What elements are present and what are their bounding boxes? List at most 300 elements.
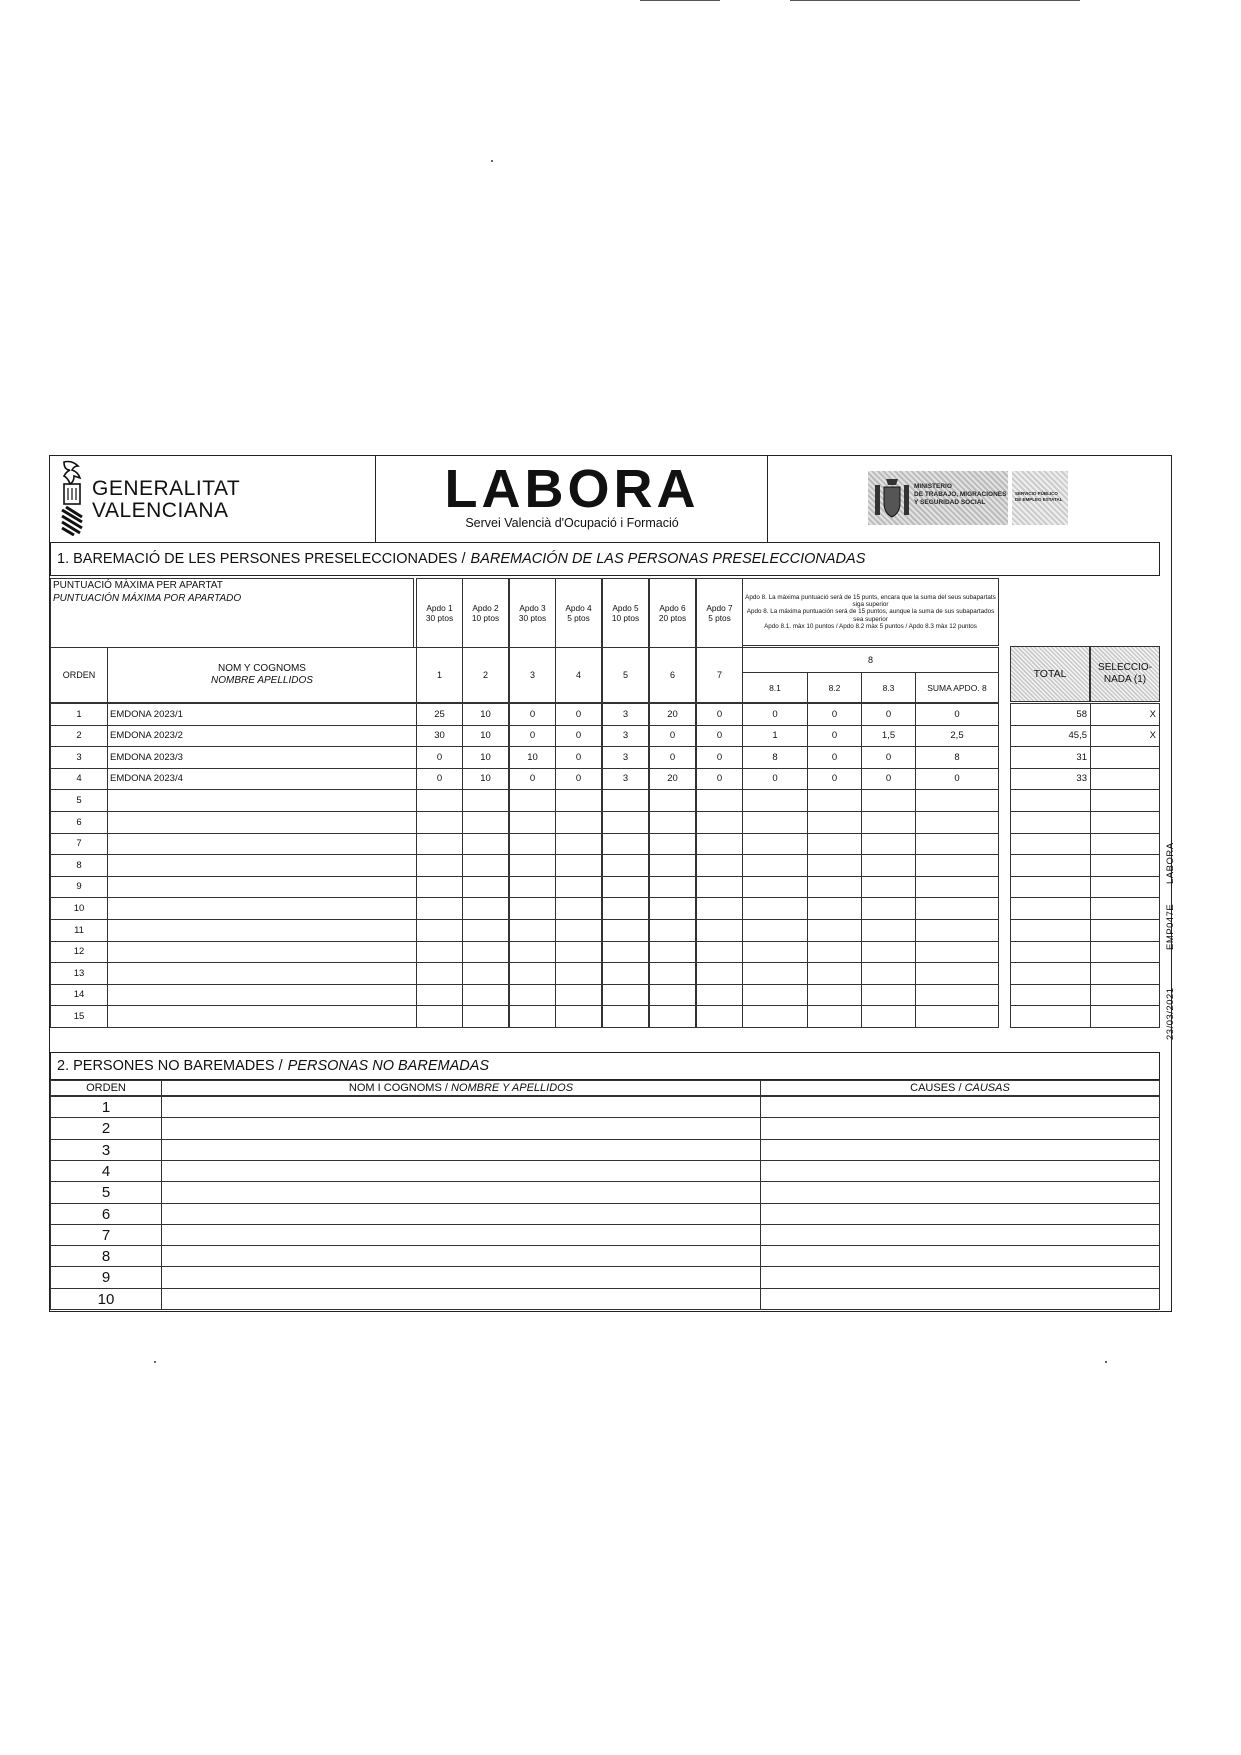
row-apdo7[interactable]	[696, 854, 743, 877]
t2-row-orden: 10	[50, 1288, 162, 1310]
row-apdo1[interactable]: 25	[416, 703, 463, 726]
t2-row-name[interactable]	[161, 1117, 761, 1140]
row-apdo2[interactable]: 10	[462, 703, 509, 726]
row-apdo4[interactable]: 0	[555, 768, 602, 790]
row-apdo3[interactable]	[509, 811, 556, 834]
side-org: LABORA	[1165, 842, 1176, 884]
row-apdo6[interactable]	[649, 854, 696, 877]
row-apdo2[interactable]: 10	[462, 725, 509, 747]
row-name[interactable]	[107, 789, 417, 812]
row-apdo8-sub4[interactable]	[915, 984, 999, 1006]
row-apdo2[interactable]	[462, 789, 509, 812]
t2-header-causes	[760, 1080, 1160, 1096]
row-total[interactable]: 58	[1010, 703, 1091, 726]
row-apdo4[interactable]	[555, 962, 602, 985]
row-apdo8-sub1[interactable]	[742, 962, 808, 985]
row-name[interactable]	[107, 897, 417, 920]
apdo4-max-points: Apdo 4 5 ptos	[555, 578, 602, 648]
row-apdo5[interactable]: 3	[602, 725, 649, 747]
row-apdo5[interactable]	[602, 962, 649, 985]
apdo3-max-points: Apdo 3 30 ptos	[509, 578, 556, 648]
row-apdo5[interactable]: 3	[602, 768, 649, 790]
t2-row-orden: 9	[50, 1266, 162, 1289]
t2-header-orden-label: ORDEN	[86, 1082, 126, 1094]
t2-row-causes[interactable]	[760, 1117, 1160, 1140]
row-apdo5[interactable]: 3	[602, 703, 649, 726]
row-apdo4[interactable]: 0	[555, 703, 602, 726]
row-apdo1[interactable]	[416, 833, 463, 855]
row-apdo8-sub3[interactable]: 0	[861, 746, 916, 769]
row-orden: 1	[50, 703, 108, 726]
generalitat-line1: GENERALITAT	[92, 477, 241, 500]
row-apdo6[interactable]	[649, 876, 696, 898]
row-apdo1[interactable]: 30	[416, 725, 463, 747]
max-points-label	[50, 578, 414, 648]
generalitat-line2: VALENCIANA	[92, 499, 229, 522]
row-apdo1[interactable]	[416, 811, 463, 834]
row-apdo8-sub1[interactable]	[742, 919, 808, 942]
row-apdo8-sub3[interactable]	[861, 811, 916, 834]
generalitat-logo-cell	[50, 456, 376, 542]
row-total[interactable]	[1010, 919, 1091, 942]
row-apdo8-sub1[interactable]	[742, 811, 808, 834]
row-apdo4[interactable]	[555, 1005, 602, 1028]
row-apdo1[interactable]	[416, 1005, 463, 1028]
row-apdo1[interactable]	[416, 876, 463, 898]
row-apdo4[interactable]	[555, 897, 602, 920]
t2-row-name[interactable]	[161, 1245, 761, 1267]
sepe-line1: SERVICIO PÚBLICO	[1015, 491, 1058, 496]
row-apdo6[interactable]	[649, 833, 696, 855]
t2-row-causes[interactable]	[760, 1245, 1160, 1267]
row-name[interactable]: EMDONA 2023/1	[107, 703, 417, 726]
apdo5-max-points: Apdo 5 10 ptos	[602, 578, 649, 648]
row-apdo6[interactable]: 20	[649, 703, 696, 726]
col-apdo7-header: 7	[696, 647, 743, 703]
col-orden-header: ORDEN	[50, 647, 108, 703]
row-apdo5[interactable]	[602, 876, 649, 898]
row-apdo8-sub2[interactable]	[807, 1005, 862, 1028]
row-apdo8-sub4[interactable]	[915, 833, 999, 855]
form-header	[50, 456, 1171, 542]
row-apdo8-sub2[interactable]	[807, 811, 862, 834]
row-apdo8-sub3[interactable]	[861, 876, 916, 898]
row-apdo3[interactable]: 10	[509, 746, 556, 769]
row-apdo1[interactable]	[416, 789, 463, 812]
side-date: 23/03/2021	[1165, 987, 1176, 1040]
col-apdo4-header: 4	[555, 647, 602, 703]
labora-logo-subtitle: Servei Valencià d'Ocupació i Formació	[465, 516, 679, 530]
row-apdo4[interactable]	[555, 854, 602, 877]
row-apdo8-sub2[interactable]	[807, 962, 862, 985]
row-apdo2[interactable]: 10	[462, 746, 509, 769]
row-apdo8-sub3[interactable]	[861, 897, 916, 920]
row-apdo4[interactable]: 0	[555, 725, 602, 747]
row-apdo8-sub3[interactable]: 0	[861, 768, 916, 790]
row-apdo8-sub1[interactable]: 0	[742, 768, 808, 790]
row-apdo2[interactable]	[462, 876, 509, 898]
row-orden: 3	[50, 746, 108, 769]
row-apdo8-sub4[interactable]	[915, 919, 999, 942]
row-total[interactable]	[1010, 1005, 1091, 1028]
row-apdo1[interactable]	[416, 962, 463, 985]
row-selected[interactable]	[1090, 962, 1160, 985]
row-apdo8-sub3[interactable]	[861, 833, 916, 855]
generalitat-name	[92, 478, 240, 522]
row-apdo2[interactable]	[462, 941, 509, 963]
row-apdo8-sub3[interactable]	[861, 1005, 916, 1028]
t2-row-name[interactable]	[161, 1160, 761, 1182]
row-apdo7[interactable]	[696, 897, 743, 920]
row-selected[interactable]	[1090, 1005, 1160, 1028]
col-name-header	[107, 647, 417, 703]
row-apdo6[interactable]: 20	[649, 768, 696, 790]
section2-title	[50, 1052, 1160, 1080]
row-name[interactable]	[107, 919, 417, 942]
apdo1-max-points: Apdo 1 30 ptos	[416, 578, 463, 648]
row-name[interactable]: EMDONA 2023/4	[107, 768, 417, 790]
ministry-logo	[868, 471, 1008, 525]
row-selected[interactable]	[1090, 984, 1160, 1006]
row-selected[interactable]	[1090, 768, 1160, 790]
row-apdo8-sub3[interactable]	[861, 789, 916, 812]
t2-row-causes[interactable]	[760, 1160, 1160, 1182]
row-apdo8-sub1[interactable]	[742, 1005, 808, 1028]
row-apdo1[interactable]: 0	[416, 746, 463, 769]
row-apdo8-sub3[interactable]: 0	[861, 703, 916, 726]
row-apdo6[interactable]: 0	[649, 725, 696, 747]
row-apdo5[interactable]	[602, 897, 649, 920]
row-apdo3[interactable]	[509, 941, 556, 963]
row-apdo7[interactable]	[696, 941, 743, 963]
row-apdo4[interactable]	[555, 833, 602, 855]
row-apdo8-sub1[interactable]	[742, 984, 808, 1006]
scan-speck	[1105, 1361, 1107, 1363]
col-apdo8-sub2-header: 8.2	[807, 672, 862, 703]
row-name[interactable]: EMDONA 2023/3	[107, 746, 417, 769]
t2-row-name[interactable]	[161, 1181, 761, 1204]
col-name-header-es: NOMBRE APELLIDOS	[211, 675, 313, 686]
t2-row-name[interactable]	[161, 1096, 761, 1118]
row-apdo6[interactable]	[649, 941, 696, 963]
row-apdo1[interactable]	[416, 854, 463, 877]
t2-header-causes-es: CAUSAS	[964, 1082, 1010, 1094]
row-apdo3[interactable]	[509, 854, 556, 877]
t2-row-name[interactable]	[161, 1288, 761, 1310]
row-selected[interactable]	[1090, 876, 1160, 898]
row-apdo3[interactable]	[509, 984, 556, 1006]
row-apdo8-sub2[interactable]: 0	[807, 703, 862, 726]
row-total[interactable]: 31	[1010, 746, 1091, 769]
t2-header-name-va: NOM I COGNOMS /	[348, 1082, 448, 1094]
row-selected[interactable]	[1090, 833, 1160, 855]
row-apdo8-sub4[interactable]	[915, 941, 999, 963]
row-apdo8-sub1[interactable]: 8	[742, 746, 808, 769]
row-apdo3[interactable]	[509, 789, 556, 812]
apdo2-max-points: Apdo 2 10 ptos	[462, 578, 509, 648]
row-apdo8-sub4[interactable]: 8	[915, 746, 999, 769]
row-apdo6[interactable]	[649, 897, 696, 920]
ministry-line3: Y SEGURIDAD SOCIAL	[914, 499, 986, 506]
row-total[interactable]	[1010, 941, 1091, 963]
t2-row-orden: 4	[50, 1160, 162, 1182]
row-apdo8-sub4[interactable]	[915, 897, 999, 920]
row-apdo8-sub4[interactable]: 0	[915, 703, 999, 726]
row-apdo8-sub2[interactable]: 0	[807, 725, 862, 747]
row-apdo7[interactable]: 0	[696, 746, 743, 769]
row-apdo7[interactable]	[696, 1005, 743, 1028]
row-apdo8-sub4[interactable]	[915, 1005, 999, 1028]
col-apdo2-header: 2	[462, 647, 509, 703]
row-apdo2[interactable]	[462, 897, 509, 920]
row-apdo8-sub2[interactable]	[807, 833, 862, 855]
row-total[interactable]	[1010, 789, 1091, 812]
row-apdo7[interactable]	[696, 962, 743, 985]
row-orden: 8	[50, 854, 108, 877]
row-apdo8-sub1[interactable]	[742, 854, 808, 877]
row-selected[interactable]	[1090, 854, 1160, 877]
row-name[interactable]	[107, 962, 417, 985]
row-apdo7[interactable]: 0	[696, 725, 743, 747]
row-apdo8-sub1[interactable]	[742, 833, 808, 855]
row-apdo3[interactable]	[509, 897, 556, 920]
row-selected[interactable]: X	[1090, 725, 1160, 747]
section2-title-es: PERSONAS NO BAREMADAS	[287, 1058, 490, 1074]
row-name[interactable]	[107, 854, 417, 877]
t2-row-name[interactable]	[161, 1266, 761, 1289]
row-apdo8-sub2[interactable]	[807, 854, 862, 877]
section1-title-va: 1. BAREMACIÓ DE LES PERSONES PRESELECCIONADES /	[57, 551, 466, 567]
row-apdo3[interactable]	[509, 833, 556, 855]
row-apdo5[interactable]	[602, 941, 649, 963]
row-total[interactable]	[1010, 833, 1091, 855]
scan-speck	[491, 160, 493, 162]
labora-logo-title: LABORA	[444, 459, 700, 519]
row-name[interactable]	[107, 876, 417, 898]
row-apdo2[interactable]	[462, 984, 509, 1006]
apdo6-max-points: Apdo 6 20 ptos	[649, 578, 696, 648]
t2-row-causes[interactable]	[760, 1139, 1160, 1161]
row-apdo7[interactable]	[696, 811, 743, 834]
row-apdo2[interactable]	[462, 833, 509, 855]
row-name[interactable]	[107, 1005, 417, 1028]
row-apdo1[interactable]	[416, 941, 463, 963]
row-apdo8-sub4[interactable]	[915, 789, 999, 812]
col-apdo8-sub1-header: 8.1	[742, 672, 808, 703]
side-margin-text	[1165, 830, 1189, 1040]
row-apdo6[interactable]: 0	[649, 746, 696, 769]
row-apdo7[interactable]	[696, 984, 743, 1006]
row-apdo8-sub3[interactable]	[861, 919, 916, 942]
t2-row-causes[interactable]	[760, 1203, 1160, 1225]
row-apdo8-sub1[interactable]	[742, 941, 808, 963]
row-apdo2[interactable]	[462, 1005, 509, 1028]
row-apdo2[interactable]	[462, 854, 509, 877]
row-apdo5[interactable]	[602, 854, 649, 877]
row-apdo5[interactable]	[602, 833, 649, 855]
max-points-label-es: PUNTUACIÓN MÁXIMA POR APARTADO	[53, 593, 242, 604]
section1-title	[50, 542, 1160, 576]
row-apdo8-sub3[interactable]: 1,5	[861, 725, 916, 747]
row-selected[interactable]: X	[1090, 703, 1160, 726]
row-apdo4[interactable]	[555, 789, 602, 812]
row-apdo2[interactable]: 10	[462, 768, 509, 790]
row-apdo5[interactable]	[602, 789, 649, 812]
row-apdo7[interactable]: 0	[696, 703, 743, 726]
row-orden: 9	[50, 876, 108, 898]
row-apdo8-sub2[interactable]	[807, 984, 862, 1006]
col-selected-header: SELECCIO- NADA (1)	[1090, 646, 1160, 702]
row-total[interactable]	[1010, 897, 1091, 920]
col-apdo8-header: 8	[742, 647, 999, 673]
row-name[interactable]	[107, 984, 417, 1006]
row-apdo2[interactable]	[462, 919, 509, 942]
row-orden: 2	[50, 725, 108, 747]
row-apdo3[interactable]	[509, 876, 556, 898]
t2-row-causes[interactable]	[760, 1224, 1160, 1246]
row-total[interactable]	[1010, 876, 1091, 898]
col-apdo1-header: 1	[416, 647, 463, 703]
row-orden: 5	[50, 789, 108, 812]
col-apdo6-header: 6	[649, 647, 696, 703]
row-apdo8-sub1[interactable]: 1	[742, 725, 808, 747]
apdo8-max-note: Apdo 8. La màxima puntuació serà de 15 punts, encara que la suma del seus subapartats siga superior Apdo 8. La máxima puntuación será de 15 puntos, aunque la suma de sus subapartados sea superior Apdo 8.1. màx 10 puntos / Apdo 8.2 màx 5 puntos / Apdo 8.3 màx 12 puntos	[742, 578, 999, 646]
row-apdo5[interactable]	[602, 919, 649, 942]
row-apdo8-sub1[interactable]	[742, 876, 808, 898]
row-total[interactable]	[1010, 811, 1091, 834]
row-apdo4[interactable]	[555, 941, 602, 963]
row-apdo8-sub3[interactable]	[861, 854, 916, 877]
row-apdo8-sub4[interactable]	[915, 876, 999, 898]
row-apdo3[interactable]	[509, 919, 556, 942]
row-apdo1[interactable]: 0	[416, 768, 463, 790]
row-apdo6[interactable]	[649, 1005, 696, 1028]
row-total[interactable]	[1010, 962, 1091, 985]
row-apdo8-sub2[interactable]	[807, 876, 862, 898]
row-apdo8-sub1[interactable]	[742, 789, 808, 812]
col-apdo5-header: 5	[602, 647, 649, 703]
row-apdo5[interactable]	[602, 984, 649, 1006]
row-apdo5[interactable]	[602, 811, 649, 834]
row-apdo1[interactable]	[416, 897, 463, 920]
row-apdo6[interactable]	[649, 919, 696, 942]
row-name[interactable]	[107, 833, 417, 855]
section2-title-va: 2. PERSONES NO BAREMADES /	[57, 1058, 283, 1074]
labora-logo-cell	[376, 456, 768, 542]
row-apdo8-sub3[interactable]	[861, 984, 916, 1006]
t2-row-causes[interactable]	[760, 1096, 1160, 1118]
row-apdo3[interactable]	[509, 962, 556, 985]
row-apdo3[interactable]: 0	[509, 768, 556, 790]
t2-header-causes-va: CAUSES /	[910, 1082, 962, 1094]
t2-row-name[interactable]	[161, 1139, 761, 1161]
row-apdo6[interactable]	[649, 962, 696, 985]
t2-row-orden: 3	[50, 1139, 162, 1161]
sepe-name	[1015, 491, 1063, 503]
t2-row-orden: 6	[50, 1203, 162, 1225]
row-apdo1[interactable]	[416, 919, 463, 942]
scan-edge-mark	[640, 0, 720, 1]
t2-row-causes[interactable]	[760, 1288, 1160, 1310]
row-apdo8-sub4[interactable]	[915, 854, 999, 877]
row-apdo8-sub3[interactable]	[861, 962, 916, 985]
row-apdo8-sub4[interactable]	[915, 962, 999, 985]
t2-header-name-es: NOMBRE Y APELLIDOS	[450, 1082, 574, 1094]
row-selected[interactable]	[1090, 811, 1160, 834]
row-apdo8-sub4[interactable]: 2,5	[915, 725, 999, 747]
row-apdo6[interactable]	[649, 811, 696, 834]
row-apdo8-sub2[interactable]: 0	[807, 746, 862, 769]
row-apdo8-sub4[interactable]	[915, 811, 999, 834]
row-name[interactable]	[107, 941, 417, 963]
row-apdo1[interactable]	[416, 984, 463, 1006]
t2-row-name[interactable]	[161, 1203, 761, 1225]
row-total[interactable]	[1010, 854, 1091, 877]
t2-header-orden	[50, 1080, 162, 1096]
row-apdo8-sub4[interactable]: 0	[915, 768, 999, 790]
t2-row-orden: 1	[50, 1096, 162, 1118]
row-apdo6[interactable]	[649, 984, 696, 1006]
row-selected[interactable]	[1090, 897, 1160, 920]
row-apdo2[interactable]	[462, 811, 509, 834]
row-apdo4[interactable]: 0	[555, 746, 602, 769]
row-total[interactable]: 45,5	[1010, 725, 1091, 747]
row-total[interactable]: 33	[1010, 768, 1091, 790]
row-apdo8-sub2[interactable]	[807, 897, 862, 920]
row-apdo6[interactable]	[649, 789, 696, 812]
row-apdo8-sub2[interactable]: 0	[807, 768, 862, 790]
row-total[interactable]	[1010, 984, 1091, 1006]
row-apdo7[interactable]	[696, 919, 743, 942]
row-apdo2[interactable]	[462, 962, 509, 985]
t2-row-orden: 2	[50, 1117, 162, 1140]
row-apdo7[interactable]	[696, 833, 743, 855]
row-apdo4[interactable]	[555, 984, 602, 1006]
row-selected[interactable]	[1090, 746, 1160, 769]
baremacion-form	[49, 455, 1172, 1312]
row-selected[interactable]	[1090, 919, 1160, 942]
t2-row-name[interactable]	[161, 1224, 761, 1246]
row-apdo4[interactable]	[555, 811, 602, 834]
row-selected[interactable]	[1090, 941, 1160, 963]
row-apdo7[interactable]: 0	[696, 768, 743, 790]
row-apdo3[interactable]: 0	[509, 725, 556, 747]
row-apdo7[interactable]	[696, 876, 743, 898]
row-name[interactable]: EMDONA 2023/2	[107, 725, 417, 747]
row-apdo3[interactable]: 0	[509, 703, 556, 726]
row-selected[interactable]	[1090, 789, 1160, 812]
row-apdo8-sub1[interactable]	[742, 897, 808, 920]
ministry-line1: MINISTERIO	[914, 483, 952, 490]
t2-row-causes[interactable]	[760, 1181, 1160, 1204]
col-apdo3-header: 3	[509, 647, 556, 703]
row-apdo4[interactable]	[555, 919, 602, 942]
row-apdo8-sub2[interactable]	[807, 919, 862, 942]
ministry-name	[914, 483, 1006, 507]
row-name[interactable]	[107, 811, 417, 834]
col-name-header-va: NOM Y COGNOMS	[218, 663, 306, 674]
row-apdo4[interactable]	[555, 876, 602, 898]
row-apdo8-sub1[interactable]: 0	[742, 703, 808, 726]
row-apdo5[interactable]: 3	[602, 746, 649, 769]
t2-row-causes[interactable]	[760, 1266, 1160, 1289]
row-apdo8-sub2[interactable]	[807, 789, 862, 812]
row-apdo5[interactable]	[602, 1005, 649, 1028]
row-apdo8-sub3[interactable]	[861, 941, 916, 963]
row-apdo3[interactable]	[509, 1005, 556, 1028]
row-apdo7[interactable]	[696, 789, 743, 812]
row-apdo8-sub2[interactable]	[807, 941, 862, 963]
